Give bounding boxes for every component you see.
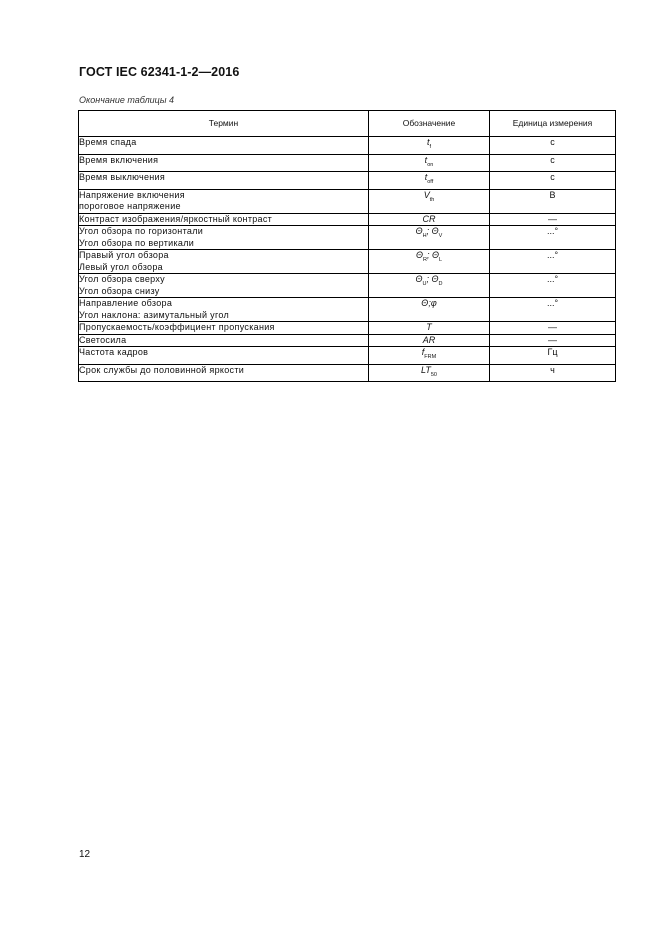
term-line: Левый угол обзора (79, 261, 163, 272)
symbol-cell (369, 189, 490, 213)
symbol-cell (369, 364, 490, 382)
symbol-subscript: D (438, 281, 443, 287)
symbol-base: Θ (415, 274, 423, 284)
symbol-cell (369, 298, 490, 322)
symbol-cell (369, 334, 490, 347)
symbol-base: V (423, 189, 430, 200)
unit-cell: ч (490, 364, 616, 382)
symbol-base: Θ (415, 226, 423, 236)
term-cell (79, 347, 369, 365)
symbol-subscript: L (438, 257, 443, 263)
term-line: Время спада (79, 137, 137, 147)
terms-table (78, 110, 616, 382)
symbol-base: t (424, 172, 428, 182)
unit-cell: — (490, 213, 616, 226)
symbol-cell (369, 226, 490, 250)
table-row (79, 172, 616, 190)
symbol-subscript: th (429, 196, 435, 203)
symbol-cell (369, 154, 490, 172)
table-row (79, 189, 616, 213)
term-line: Светосила (79, 334, 127, 345)
symbol-base: Θ (421, 298, 429, 308)
symbol-subscript: off (427, 179, 434, 185)
term-line: Угол обзора сверху (79, 274, 165, 284)
table-row (79, 154, 616, 172)
table-row (79, 137, 616, 155)
symbol-base: T (426, 322, 432, 332)
unit-cell: ...° (490, 274, 616, 298)
table-row (79, 322, 616, 335)
term-cell (79, 213, 369, 226)
term-cell (79, 364, 369, 382)
symbol-subscript: on (427, 161, 434, 168)
symbol-cell (369, 213, 490, 226)
unit-cell: — (490, 334, 616, 347)
symbol-cell (369, 322, 490, 335)
table-row (79, 213, 616, 226)
term-line: Направление обзора (79, 298, 173, 308)
unit-cell: с (490, 137, 616, 155)
symbol-subscript: R (422, 257, 427, 263)
symbol-cell (369, 172, 490, 190)
term-line: Напряжение включения (79, 189, 185, 200)
table-row (79, 347, 616, 365)
column-header-symbol: Обозначение (369, 111, 490, 137)
table-row (79, 364, 616, 382)
table-row (79, 250, 616, 274)
term-cell (79, 226, 369, 250)
unit-cell: Гц (490, 347, 616, 365)
term-cell (79, 250, 369, 274)
term-cell (79, 189, 369, 213)
symbol-base: Θ (415, 250, 423, 260)
symbol-base: Θ (431, 250, 439, 260)
unit-cell: ...° (490, 226, 616, 250)
term-line: Контраст изображения/яркостный контраст (79, 213, 273, 224)
symbol-base: t (424, 154, 428, 165)
term-cell (79, 172, 369, 190)
table-header-row (79, 111, 616, 137)
term-cell (79, 137, 369, 155)
table-row (79, 274, 616, 298)
symbol-subscript: U (422, 281, 427, 287)
table-row (79, 226, 616, 250)
symbol-base: t (426, 137, 430, 147)
symbol-base: LT (421, 364, 431, 375)
term-cell (79, 298, 369, 322)
symbol-base: Θ (431, 226, 439, 236)
symbol-cell (369, 274, 490, 298)
table-row (79, 334, 616, 347)
term-line: Правый угол обзора (79, 250, 169, 260)
table-row (79, 298, 616, 322)
symbol-cell (369, 250, 490, 274)
symbol-base: f (421, 347, 425, 357)
term-line: Частота кадров (79, 347, 149, 357)
term-line: пороговое напряжение (79, 201, 181, 211)
column-header-unit: Единица измерения (490, 111, 616, 137)
symbol-subscript: f (429, 144, 432, 150)
table-caption: Окончание таблицы 4 (79, 95, 174, 105)
term-line: Угол обзора по вертикали (79, 237, 195, 248)
term-line: Угол наклона: азимутальный угол (79, 309, 230, 320)
symbol-separator: ; (426, 250, 432, 260)
term-line: Угол обзора снизу (79, 285, 160, 296)
symbol-separator: ; (426, 226, 432, 236)
symbol-subscript: 50 (430, 371, 437, 378)
symbol-separator: ; (428, 298, 431, 308)
term-cell (79, 274, 369, 298)
document-header: ГОСТ IEC 62341-1-2—2016 (79, 65, 240, 79)
term-cell (79, 154, 369, 172)
term-line: Время выключения (79, 172, 166, 182)
page-number: 12 (79, 849, 91, 860)
symbol-cell (369, 137, 490, 155)
symbol-separator: ; (426, 274, 432, 284)
term-line: Угол обзора по горизонтали (79, 226, 204, 236)
unit-cell: с (490, 172, 616, 190)
symbol-base: AR (422, 334, 436, 345)
symbol-subscript: H (422, 233, 427, 239)
unit-cell: — (490, 322, 616, 335)
term-line: Пропускаемость/коэффициент пропускания (79, 322, 275, 332)
unit-cell: В (490, 189, 616, 213)
term-line: Срок службы до половинной яркости (79, 364, 245, 375)
term-line: Время включения (79, 154, 159, 165)
symbol-cell (369, 347, 490, 365)
term-cell (79, 322, 369, 335)
term-cell (79, 334, 369, 347)
symbol-base: Θ (431, 274, 439, 284)
unit-cell: ...° (490, 250, 616, 274)
symbol-subscript: FRM (424, 354, 437, 360)
unit-cell: с (490, 154, 616, 172)
column-header-term: Термин (79, 111, 369, 137)
symbol-base: φ (430, 298, 437, 308)
symbol-base: CR (422, 213, 436, 224)
unit-cell: ...° (490, 298, 616, 322)
symbol-subscript: V (438, 233, 443, 239)
